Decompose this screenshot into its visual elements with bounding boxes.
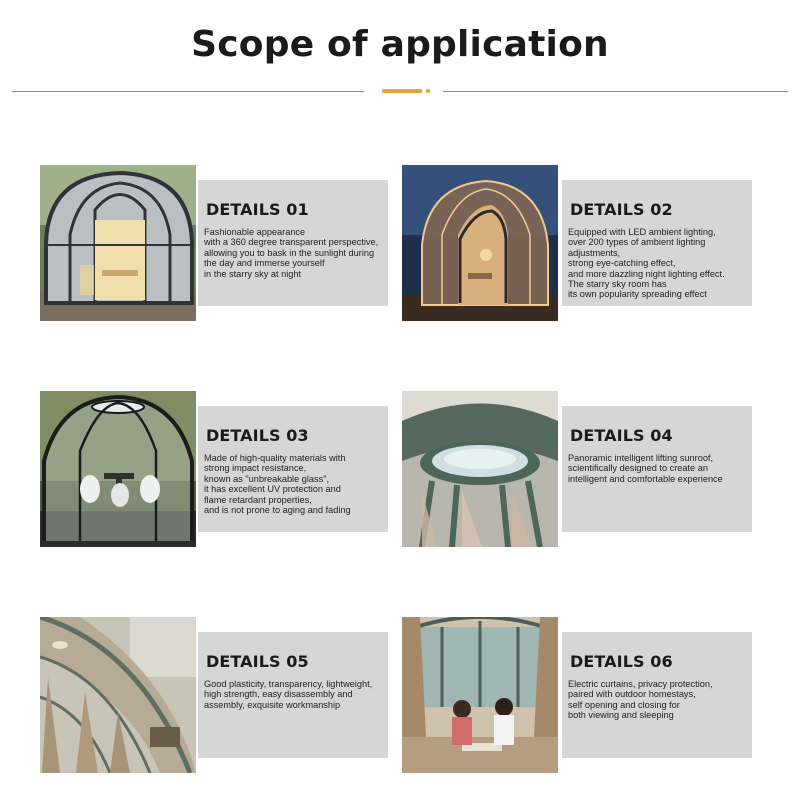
photo-dome-sunroof [402, 391, 558, 547]
page-title: Scope of application [191, 24, 609, 65]
detail-text: Equipped with LED ambient lighting, over 200 types of ambient lighting adjustments, strong eye-catching effect, and more dazzling night lighting effect. The starry sky room has its own popularity spreading effect [568, 227, 725, 300]
photo-dome-curtains [40, 617, 196, 773]
detail-heading: DETAILS 06 [570, 652, 673, 671]
detail-card-01 [198, 180, 388, 306]
photo-dome-interior-people [402, 617, 558, 773]
detail-card-03 [198, 406, 388, 532]
detail-text: Made of high-quality materials with strong impact resistance, known as "unbreakable glass", it has excellent UV protection and flame retardant properties, and is not prone to aging and fading [204, 453, 351, 516]
photo-glass-dome-exterior [40, 165, 196, 321]
detail-card-02 [562, 180, 752, 306]
photo-glass-dome-chairs [40, 391, 196, 547]
detail-text: Fashionable appearance with a 360 degree transparent perspective, allowing you to bask in the sunlight during the day and immerse yourself in the starry sky at night [204, 227, 379, 279]
detail-heading: DETAILS 02 [570, 200, 673, 219]
detail-heading: DETAILS 03 [206, 426, 309, 445]
detail-text: Good plasticity, transparency, lightweight, high strength, easy disassembly and assembly, exquisite workmanship [204, 679, 373, 710]
detail-text: Panoramic intelligent lifting sunroof, scientifically designed to create an intelligent and comfortable experience [568, 453, 723, 484]
divider-dot [426, 89, 430, 93]
divider-left [12, 91, 364, 92]
detail-card-06 [562, 632, 752, 758]
divider-right [443, 91, 788, 92]
divider-accent [382, 89, 422, 93]
photo-glass-dome-night [402, 165, 558, 321]
detail-card-04 [562, 406, 752, 532]
detail-heading: DETAILS 04 [570, 426, 673, 445]
detail-heading: DETAILS 05 [206, 652, 309, 671]
detail-heading: DETAILS 01 [206, 200, 309, 219]
detail-text: Electric curtains, privacy protection, paired with outdoor homestays, self opening and closing for both viewing and sleeping [568, 679, 713, 721]
detail-card-05 [198, 632, 388, 758]
